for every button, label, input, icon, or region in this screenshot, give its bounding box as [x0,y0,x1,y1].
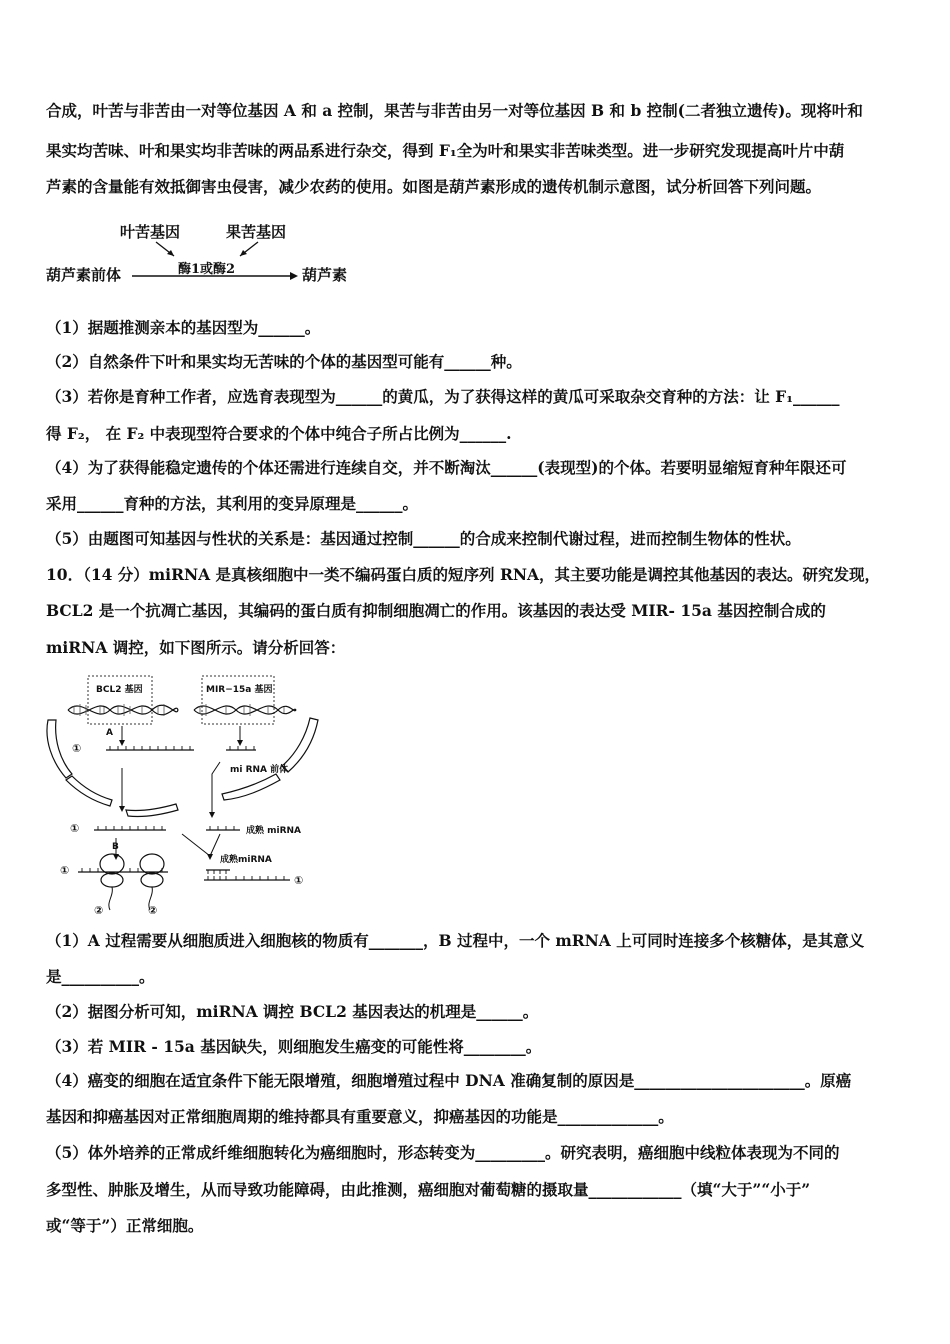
q9-part-3a: （3）若你是育种工作者，应选育表现型为______的黄瓜，为了获得这样的黄瓜可采取杂交育种的方法：让 F₁______ [46,387,840,406]
q10-intro-3: miRNA 调控，如下图所示。请分析回答： [46,638,346,657]
q10-part-1b: 是__________。 [46,967,155,986]
intro-line-3: 芦素的含量能有效抵御害虫侵害，减少农药的使用。如图是葫芦素形成的遗传机制示意图，试分析回答下列问题。 [46,177,822,196]
gene-fruit-label: 果苦基因 [226,223,287,241]
q9-part-4a: （4）为了获得能稳定遗传的个体还需进行连续自交，并不断淘汰______(表现型)的个体。若要明显缩短育种年限还可 [46,458,847,477]
q10-part-3: （3）若 MIR - 15a 基因缺失，则细胞发生癌变的可能性将________。 [46,1037,542,1056]
q10-intro-2: BCL2 是一个抗凋亡基因，其编码的蛋白质有抑制细胞凋亡的作用。该基因的表达受 MIR- 15a 基因控制合成的 [46,601,826,620]
q9-part-4b: 采用______育种的方法，其利用的变异原理是______。 [46,494,419,513]
q10-part-2: （2）据图分析可知，miRNA 调控 BCL2 基因表达的机理是______。 [46,1002,539,1021]
q10-part-1a: （1）A 过程需要从细胞质进入细胞核的物质有_______，B 过程中，一个 mRNA 上可同时连接多个核糖体，是其意义 [46,931,865,950]
q10-part-5b: 多型性、肿胀及增生，从而导致功能障碍，由此推测，癌细胞对葡萄糖的摄取量____________（填“大于”“小于” [46,1180,811,1199]
marker-2-left: ② [94,904,104,917]
precursor-label: 葫芦素前体 [46,266,122,284]
q10-part-5a: （5）体外培养的正常成纤维细胞转化为癌细胞时，形态转变为_________。研究表明，癌细胞中线粒体表现为不同的 [46,1143,840,1162]
diagram-cucurbitacin [44,215,364,287]
q9-part-3b: 得 F₂， 在 F₂ 中表现型符合要求的个体中纯合子所占比例为______. [46,424,512,443]
q10-part-5c: 或“等于”）正常细胞。 [46,1216,204,1235]
q9-part-5: （5）由题图可知基因与性状的关系是：基因通过控制______的合成来控制代谢过程，进而控制生物体的性状。 [46,529,801,548]
q10-part-4b: 基因和抑癌基因对正常细胞周期的维持都具有重要意义，抑癌基因的功能是_____________。 [46,1107,674,1126]
q9-part-1: （1）据题推测亲本的基因型为______。 [46,318,321,337]
marker-1-right: ① [294,874,304,887]
marker-1-row2: ① [70,822,80,835]
diagram-mirna-regulation [44,670,344,920]
q10-part-4a: （4）癌变的细胞在适宜条件下能无限增殖，细胞增殖过程中 DNA 准确复制的原因是______________________。原癌 [46,1071,852,1090]
mature-mirna-label-2: 成熟miRNA [220,855,272,865]
intro-line-2: 果实均苦味、叶和果实均非苦味的两品系进行杂交，得到 F₁全为叶和果实非苦味类型。进一步研究发现提高叶片中葫 [46,141,845,160]
process-a-label: A [106,728,113,738]
marker-1-row3: ① [60,864,70,877]
marker-1-row1: ① [72,742,82,755]
gene-leaf-label: 叶苦基因 [120,223,181,241]
pre-mirna-label: mi RNA 前体 [230,765,289,775]
mature-mirna-label: 成熟 miRNA [246,826,302,836]
bcl2-gene-label: BCL2 基因 [96,685,143,695]
process-b-label: B [112,842,119,852]
intro-line-1: 合成，叶苦与非苦由一对等位基因 A 和 a 控制，果苦与非苦由另一对等位基因 B 和 b 控制(二者独立遗传)。现将叶和 [46,101,863,120]
q10-intro-1: 10．（14 分）miRNA 是真核细胞中一类不编码蛋白质的短序列 RNA，其主要功能是调控其他基因的表达。研究发现， [46,565,881,584]
marker-2-right: ② [148,904,158,917]
q9-part-2: （2）自然条件下叶和果实均无苦味的个体的基因型可能有______种。 [46,352,522,371]
product-label: 葫芦素 [302,266,348,284]
diagram1-arrows [44,215,364,287]
mir-gene-label: MIR−15a 基因 [206,685,273,695]
enzyme-label: 酶1或酶2 [178,262,236,277]
